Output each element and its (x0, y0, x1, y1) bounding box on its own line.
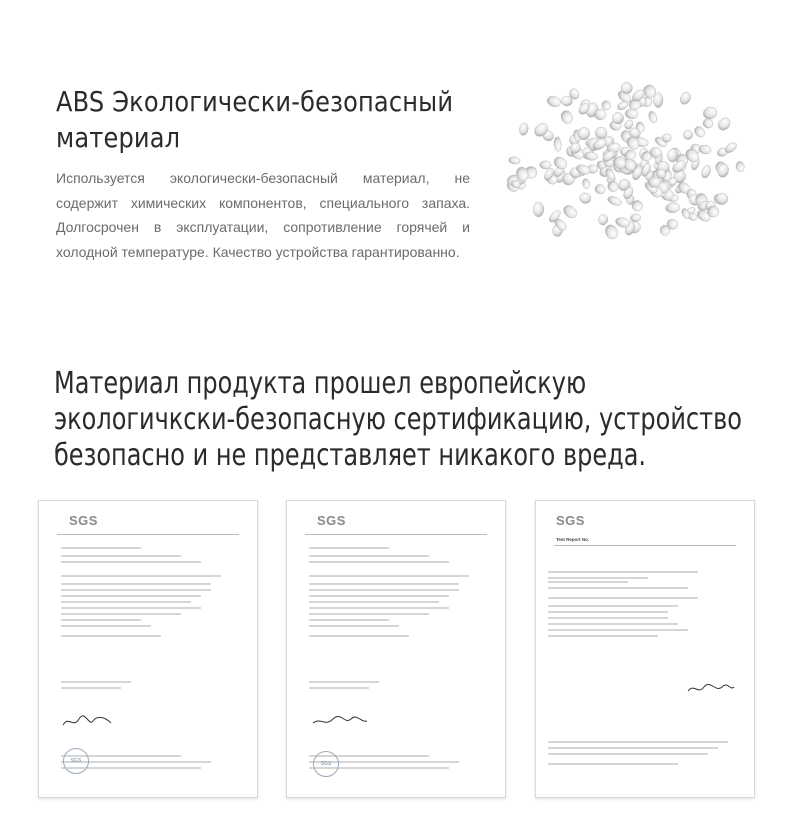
certificate-text-line (61, 619, 141, 621)
certification-statement (54, 366, 742, 474)
certificate-text-line (61, 555, 181, 557)
pellet (546, 94, 562, 108)
certificate-text-line (309, 613, 429, 615)
certificate-text-line (61, 625, 151, 627)
pellet (735, 161, 745, 173)
certificate-header-rule (305, 534, 487, 535)
certificate-text-line (548, 571, 698, 573)
sgs-stamp-icon: SGS (313, 751, 339, 777)
signature-icon (311, 713, 371, 731)
pellet (606, 195, 622, 208)
certificate-text-line (309, 687, 369, 689)
certificate-text-line (61, 601, 191, 603)
pellet (540, 161, 552, 169)
certificate-text-line (548, 617, 668, 619)
pellet (559, 109, 574, 125)
certificate-text-line (309, 607, 449, 609)
certification-line3: безопасно и не представляет никакого вреда. (54, 438, 647, 473)
section-title (56, 84, 453, 156)
pellet (714, 191, 730, 207)
certification-line2: экологичкски-безопасную сертификацию, устройство (54, 402, 742, 437)
pellet (702, 117, 714, 129)
certificate-text-line (548, 753, 708, 755)
certificate-text-line (61, 583, 211, 585)
section-title-line1: ABS Экологически-безопасный (56, 85, 454, 118)
certificate-text-line (548, 623, 678, 625)
certificate-text-line (61, 547, 141, 549)
signature-icon (61, 713, 121, 731)
abs-pellets-image (494, 64, 754, 264)
pellet (508, 156, 520, 165)
certificate-header-rule (57, 534, 239, 535)
certificate-text-line (61, 561, 201, 563)
certificate-header-rule (554, 545, 736, 546)
certificate-text-line (309, 583, 459, 585)
certificate-text-line (61, 635, 161, 637)
certificate-text-line (548, 629, 688, 631)
pellet (582, 178, 591, 189)
pellet (518, 122, 529, 136)
certificate-text-line (548, 587, 688, 589)
sgs-certificate-1 (38, 500, 258, 798)
sgs-logo: SGS (317, 513, 346, 528)
certificate-text-line (548, 741, 728, 743)
pellet (533, 202, 544, 217)
sgs-logo: SGS (69, 513, 98, 528)
certificate-text-line (309, 681, 379, 683)
pellet (561, 203, 579, 221)
pellet (647, 110, 658, 124)
certificate-text-line (61, 687, 121, 689)
certificate-text-line (548, 597, 698, 599)
certificate-text-line (309, 619, 389, 621)
pellet (682, 129, 694, 141)
certificate-text-line (309, 625, 399, 627)
pellet (702, 105, 719, 120)
pellet (698, 144, 712, 155)
certificate-text-line (309, 589, 459, 591)
certificate-text-line (309, 561, 449, 563)
sgs-logo: SGS (556, 513, 585, 528)
pellet (594, 183, 607, 196)
certificate-text-line (548, 763, 678, 765)
test-report-title: Test Report No. (556, 537, 590, 542)
certificate-text-line (61, 681, 131, 683)
pellet (594, 109, 606, 120)
certificate-text-line (61, 575, 221, 577)
pellet (553, 137, 561, 152)
certificate-text-line (548, 605, 678, 607)
sgs-stamp-icon: SGS (63, 748, 89, 774)
pellet (665, 202, 680, 213)
sgs-certificate-2 (286, 500, 506, 798)
material-description: Используется экологически-безопасный материал, не содержит химических компонентов, специального запаха. Долгосрочен в эксплуатации, сопротивление горячей и холодной температуре. Качество устройства гарантированно. (56, 170, 470, 260)
pellet (678, 90, 692, 106)
pellet (603, 223, 620, 241)
certificate-text-line (548, 581, 628, 583)
certificate-text-line (309, 547, 389, 549)
pellet (578, 191, 593, 205)
sgs-certificate-3 (535, 500, 755, 798)
section-title-line2: материал (56, 121, 181, 154)
certificate-text-line (61, 607, 201, 609)
signature-icon (686, 681, 736, 697)
pellet (598, 214, 609, 226)
certificate-text-line (309, 595, 449, 597)
certificate-text-line (309, 575, 469, 577)
pellet (630, 214, 641, 222)
certificate-text-line (61, 589, 211, 591)
certificate-text-line (61, 613, 181, 615)
pellet (700, 164, 712, 179)
certificate-text-line (548, 611, 668, 613)
certificate-text-line (61, 595, 201, 597)
certificate-text-line (548, 747, 718, 749)
pellet (716, 115, 733, 132)
certificate-text-line (548, 635, 658, 637)
certification-line1: Материал продукта прошел европейскую (54, 366, 587, 401)
certificate-text-line (309, 635, 409, 637)
pellet (552, 155, 569, 172)
pellet (624, 108, 638, 120)
certificate-text-line (309, 601, 439, 603)
certificate-text-line (309, 555, 429, 557)
certificate-text-line (548, 577, 648, 579)
